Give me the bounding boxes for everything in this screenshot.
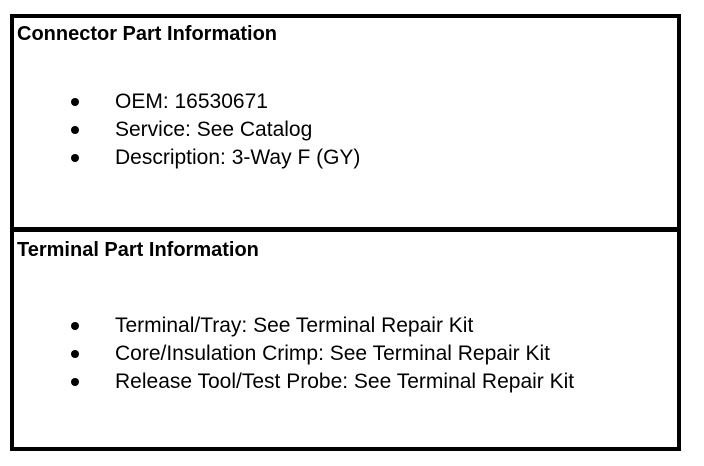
- bullet-icon: [71, 126, 79, 134]
- list-item-text: OEM: 16530671: [115, 90, 268, 113]
- list-item-text: Release Tool/Test Probe: See Terminal Repair Kit: [115, 370, 575, 393]
- bullet-icon: [71, 350, 79, 358]
- connector-item-list: [14, 88, 677, 172]
- bullet-icon: [71, 154, 79, 162]
- list-item-core-insulation-crimp: [14, 340, 677, 368]
- bullet-icon: [71, 98, 79, 106]
- list-item-text: Terminal/Tray: See Terminal Repair Kit: [115, 314, 474, 337]
- terminal-section-title: Terminal Part Information: [17, 239, 259, 261]
- list-item-service: [14, 116, 677, 144]
- list-item-text: Core/Insulation Crimp: See Terminal Repair Kit: [115, 342, 550, 365]
- bullet-icon: [71, 378, 79, 386]
- list-item-text: Service: See Catalog: [115, 118, 313, 141]
- part-information-panel: [10, 14, 681, 451]
- list-item-terminal-tray: [14, 312, 677, 340]
- terminal-part-info-section: [14, 232, 677, 447]
- list-item-release-tool-test-probe: [14, 368, 677, 396]
- connector-section-title: Connector Part Information: [17, 23, 278, 45]
- terminal-item-list: [14, 312, 677, 396]
- connector-part-info-section: [14, 18, 677, 232]
- list-item-text: Description: 3-Way F (GY): [115, 146, 361, 169]
- list-item-oem: [14, 88, 677, 116]
- bullet-icon: [71, 322, 79, 330]
- list-item-description: [14, 144, 677, 172]
